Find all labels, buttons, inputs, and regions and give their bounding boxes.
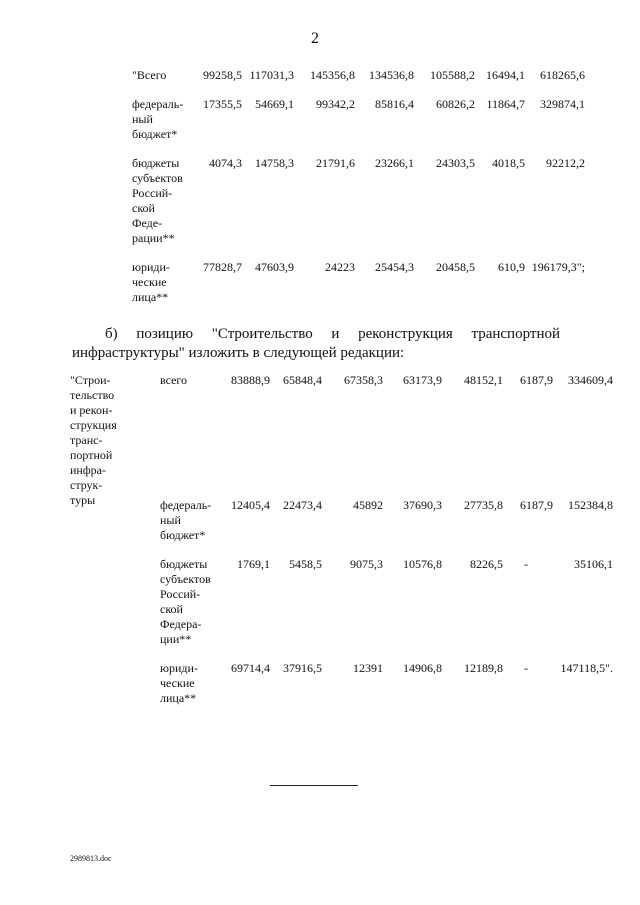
table-cell: 17355,5 xyxy=(203,97,242,111)
amendment-instruction xyxy=(72,325,560,363)
table-cell: 77828,7 xyxy=(203,260,242,274)
table-row xyxy=(100,97,585,142)
table-cell: 14758,3 xyxy=(255,156,294,170)
table-cell: 152384,8 xyxy=(568,498,613,512)
table-cell: 54669,1 xyxy=(255,97,294,111)
row-label: всего xyxy=(160,373,188,387)
row-label: юриди- ческие лица** xyxy=(132,260,170,304)
table-row xyxy=(100,661,613,706)
table-cell: 23266,1 xyxy=(375,156,414,170)
table-cell: 134536,8 xyxy=(369,68,414,82)
row-label: федераль- ный бюджет* xyxy=(132,97,184,141)
table-cell: 99258,5 xyxy=(203,68,242,82)
funding-table-total xyxy=(100,68,585,305)
table-cell: 25454,3 xyxy=(375,260,414,274)
row-label: бюджеты субъектов Россий- ской Федера- ции** xyxy=(160,557,211,646)
table-row xyxy=(100,373,613,388)
table-row xyxy=(100,498,613,543)
table-cell: 334609,4 xyxy=(568,373,613,387)
table-cell: - xyxy=(524,661,528,675)
table-cell: 12189,8 xyxy=(464,661,503,675)
table-cell: 117031,3 xyxy=(249,68,294,82)
table-cell: 6187,9 xyxy=(520,498,553,512)
table-cell: 14906,8 xyxy=(403,661,442,675)
table-cell: 618265,6 xyxy=(540,68,585,82)
table-cell: 60826,2 xyxy=(436,97,475,111)
table-cell: 37916,5 xyxy=(283,661,322,675)
table-cell: 12405,4 xyxy=(231,498,270,512)
table-cell: 21791,6 xyxy=(316,156,355,170)
row-label: юриди- ческие лица** xyxy=(160,661,198,705)
table-cell: 22473,4 xyxy=(283,498,322,512)
table-cell: - xyxy=(524,557,528,571)
table-cell: 65848,4 xyxy=(283,373,322,387)
table-cell: 69714,4 xyxy=(231,661,270,675)
row-label: "Всего xyxy=(132,68,167,82)
table-cell: 5458,5 xyxy=(289,557,322,571)
table-cell: 329874,1 xyxy=(540,97,585,111)
table-cell: 20458,5 xyxy=(436,260,475,274)
table-cell: 47603,9 xyxy=(255,260,294,274)
table-cell: 83888,9 xyxy=(231,373,270,387)
table-cell: 48152,1 xyxy=(464,373,503,387)
table-cell: 24303,5 xyxy=(436,156,475,170)
table-cell: 4018,5 xyxy=(492,156,525,170)
table-cell: 105588,2 xyxy=(430,68,475,82)
table-cell: 12391 xyxy=(353,661,383,675)
table-cell: 8226,5 xyxy=(470,557,503,571)
table-cell: 9075,3 xyxy=(350,557,383,571)
row-label: бюджеты субъектов Россий- ской Феде- рации** xyxy=(132,156,183,245)
table-cell: 4074,3 xyxy=(209,156,242,170)
table-cell: 10576,8 xyxy=(403,557,442,571)
table-cell: 11864,7 xyxy=(486,97,525,111)
table-row xyxy=(100,557,613,647)
document-id: 2989813.doc xyxy=(70,854,112,863)
table-cell: 145356,8 xyxy=(310,68,355,82)
table-row xyxy=(100,156,585,246)
instruction-line-1: б) позицию "Строительство и реконструкция транспортной xyxy=(105,326,560,342)
table-cell: 6187,9 xyxy=(520,373,553,387)
table-row xyxy=(100,260,585,305)
table-cell: 35106,1 xyxy=(574,557,613,571)
table-cell: 24223 xyxy=(325,260,355,274)
table-cell: 610,9 xyxy=(498,260,525,274)
row-label: федераль- ный бюджет* xyxy=(160,498,212,542)
funding-table-transport xyxy=(70,373,613,706)
table-cell: 37690,3 xyxy=(403,498,442,512)
table-cell: 1769,1 xyxy=(237,557,270,571)
program-label: "Строи- тельство и рекон- струкция транс- портной инфра- струк- туры xyxy=(70,373,117,507)
table-cell: 63173,9 xyxy=(403,373,442,387)
table-cell: 27735,8 xyxy=(464,498,503,512)
table-cell: 85816,4 xyxy=(375,97,414,111)
table-cell: 99342,2 xyxy=(316,97,355,111)
table-row xyxy=(100,68,585,83)
table-cell: 147118,5". xyxy=(560,661,613,675)
table-cell: 196179,3"; xyxy=(531,260,585,274)
end-divider xyxy=(270,785,358,786)
table-cell: 45892 xyxy=(353,498,383,512)
table-cell: 67358,3 xyxy=(344,373,383,387)
instruction-line-2: инфраструктуры" изложить в следующей редакции: xyxy=(72,345,405,361)
page-number: 2 xyxy=(311,30,319,47)
table-cell: 92212,2 xyxy=(546,156,585,170)
table-cell: 16494,1 xyxy=(486,68,525,82)
